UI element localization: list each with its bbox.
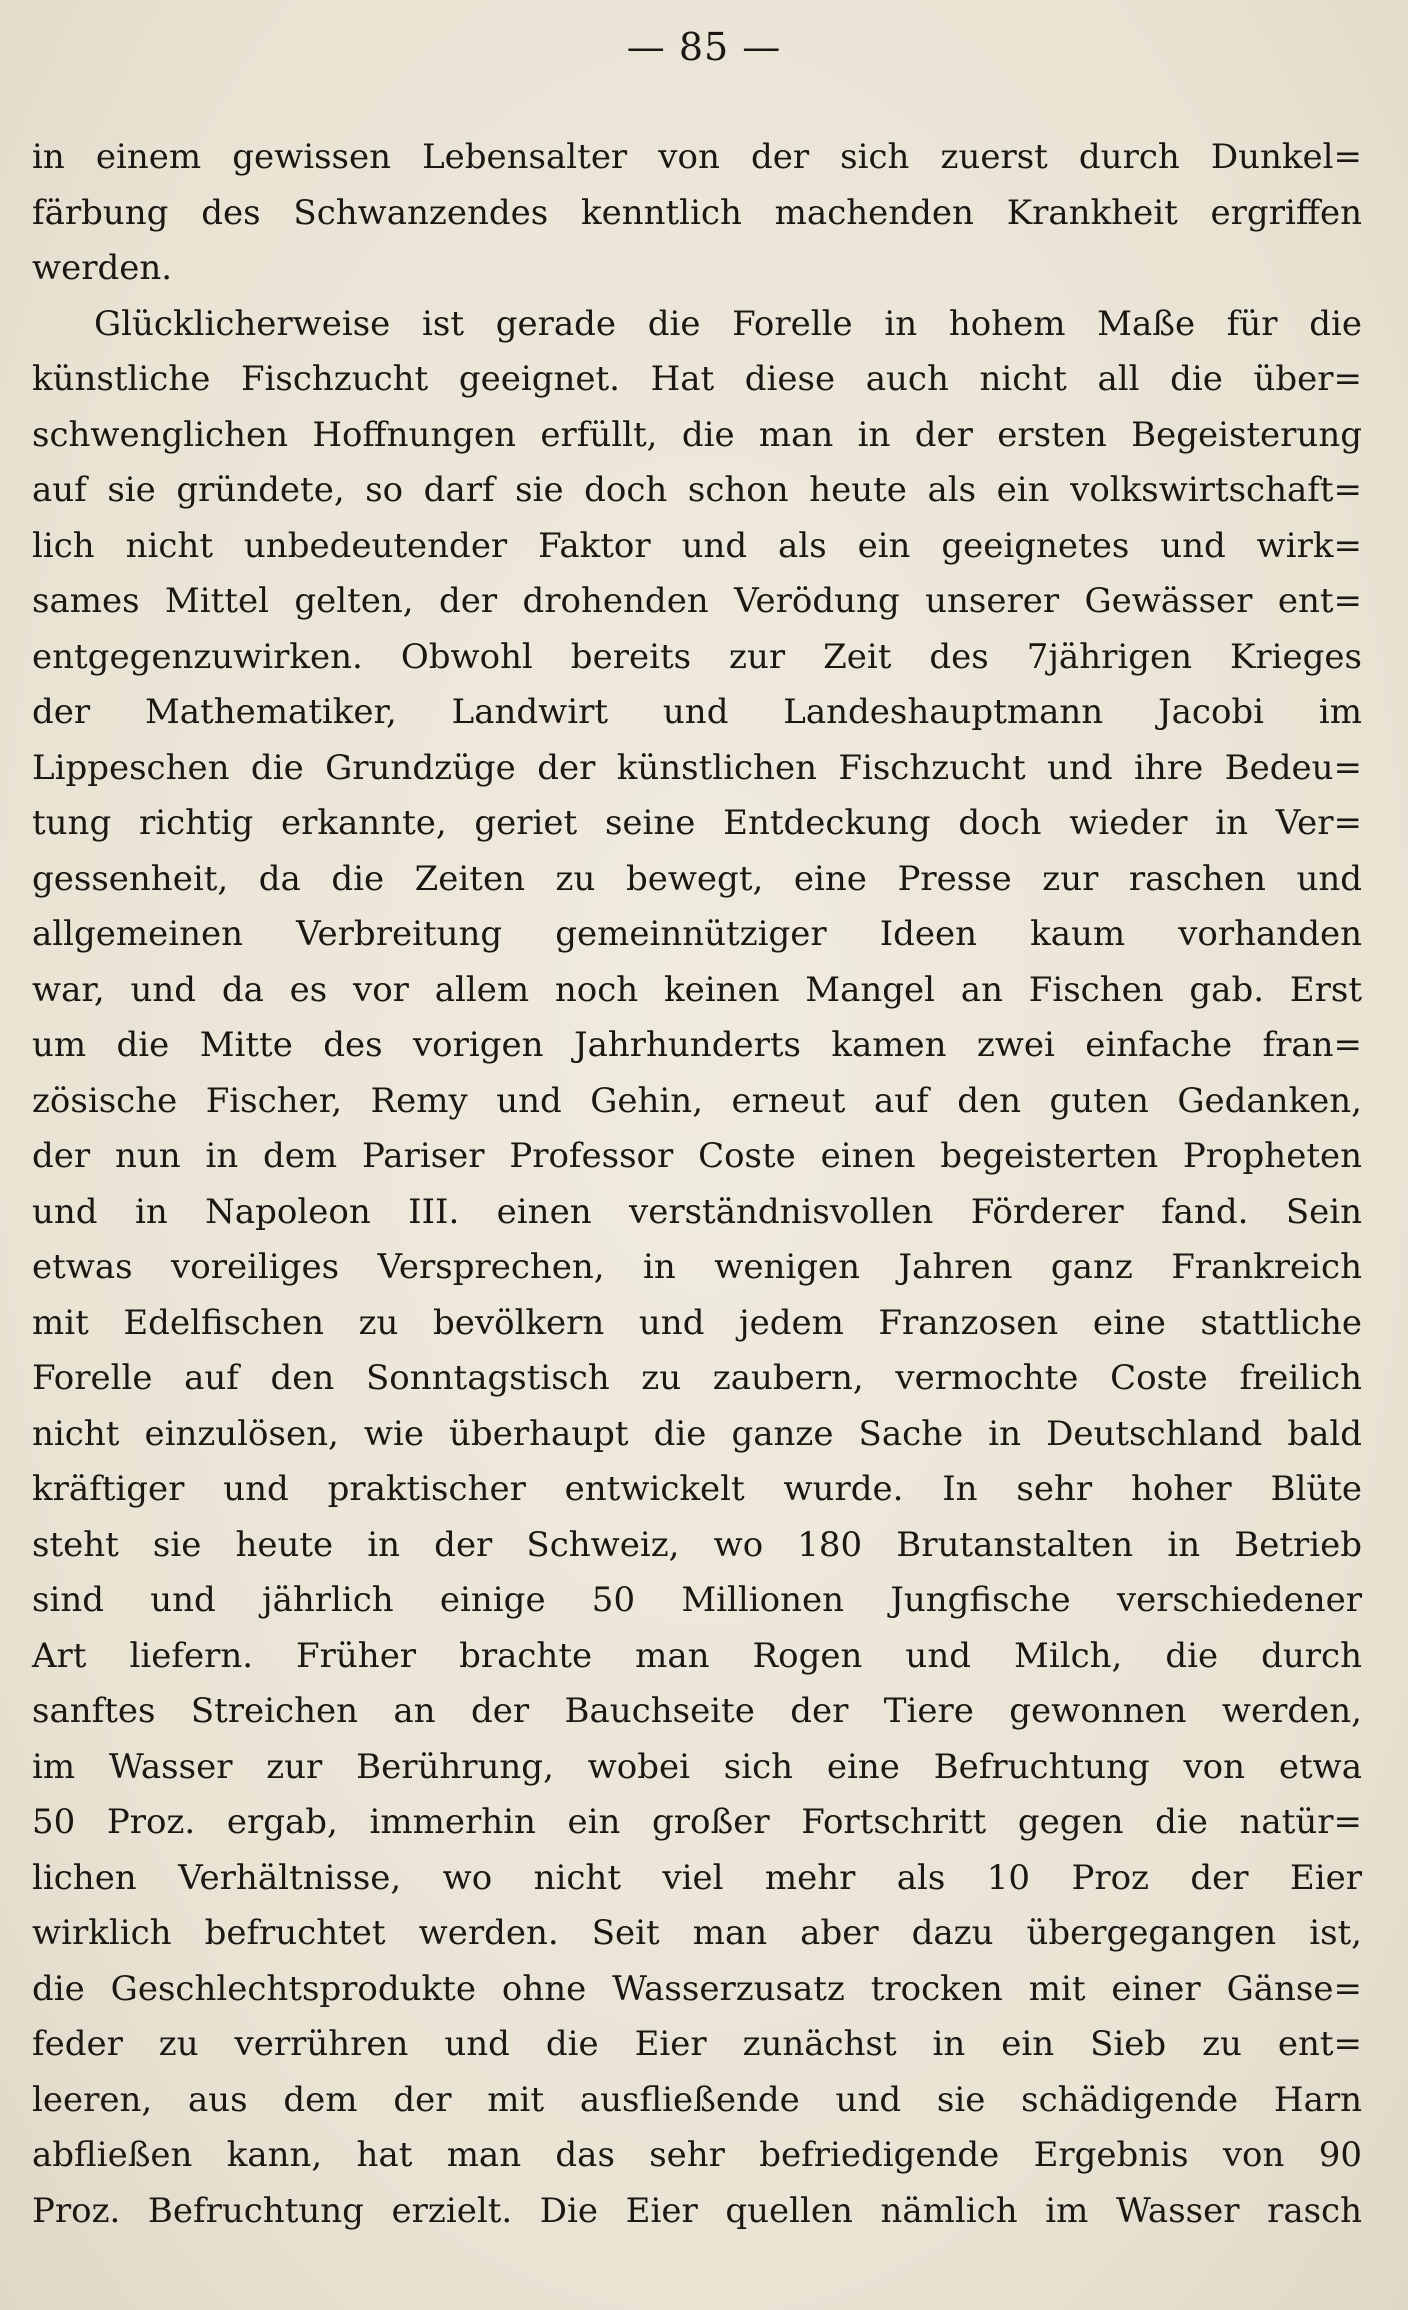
text-line: lichen Verhältnisse, wo nicht viel mehr als 10 Proz der Eier: [32, 1857, 1362, 1898]
text-line: Art liefern. Früher brachte man Rogen und Milch, die durch: [32, 1635, 1362, 1676]
text-line: wirklich befruchtet werden. Seit man aber dazu übergegangen ist,: [32, 1913, 1362, 1953]
text-line: Lippeschen die Grundzüge der künstlichen Fischzucht und ihre Bedeu=: [32, 747, 1362, 788]
text-line: leeren, aus dem der mit ausfließende und sie schädigende Harn: [32, 2079, 1362, 2120]
text-line: feder zu verrühren und die Eier zunächst in ein Sieb zu ent=: [32, 2024, 1362, 2064]
text-line: auf sie gründete, so darf sie doch schon heute als ein volkswirtschaft=: [32, 470, 1362, 510]
body-text: [32, 130, 1362, 2239]
text-line: allgemeinen Verbreitung gemeinnütziger Ideen kaum vorhanden: [32, 914, 1362, 954]
text-line: mit Edelfischen zu bevölkern und jedem Franzosen eine stattliche: [32, 1302, 1362, 1343]
text-line: entgegenzuwirken. Obwohl bereits zur Zeit des 7jährigen Krieges: [32, 636, 1362, 677]
text-line: sind und jährlich einige 50 Millionen Jungfische verschiedener: [32, 1580, 1362, 1620]
text-line: färbung des Schwanzendes kenntlich machenden Krankheit ergriffen: [32, 192, 1362, 233]
text-line: die Geschlechtsprodukte ohne Wasserzusatz trocken mit einer Gänse=: [32, 1968, 1362, 2009]
text-line: schwenglichen Hoffnungen erfüllt, die man in der ersten Begeisterung: [32, 414, 1362, 455]
text-line: und in Napoleon III. einen verständnisvollen Förderer fand. Sein: [32, 1191, 1362, 1232]
text-line: der Mathematiker, Landwirt und Landeshauptmann Jacobi im: [32, 692, 1362, 732]
text-line: künstliche Fischzucht geeignet. Hat diese auch nicht all die über=: [32, 359, 1362, 399]
text-line: lich nicht unbedeutender Faktor und als ein geeignetes und wirk=: [32, 525, 1362, 566]
text-line: 50 Proz. ergab, immerhin ein großer Fortschritt gegen die natür=: [32, 1802, 1362, 1842]
text-line: der nun in dem Pariser Professor Coste einen begeisterten Propheten: [32, 1136, 1362, 1176]
text-line: steht sie heute in der Schweiz, wo 180 Brutanstalten in Betrieb: [32, 1524, 1362, 1565]
text-line: im Wasser zur Berührung, wobei sich eine Befruchtung von etwa: [32, 1746, 1362, 1787]
paragraph-start-line: Glücklicherweise ist gerade die Forelle in hohem Maße für die: [94, 303, 1362, 344]
page-number: — 85 —: [626, 25, 782, 69]
text-line: etwas voreiliges Versprechen, in wenigen Jahren ganz Frankreich: [32, 1247, 1362, 1287]
text-line: gessenheit, da die Zeiten zu bewegt, eine Presse zur raschen und: [32, 858, 1362, 899]
text-line: werden.: [32, 248, 173, 288]
text-line: tung richtig erkannte, geriet seine Entdeckung doch wieder in Ver=: [32, 803, 1362, 843]
text-line: sames Mittel gelten, der drohenden Verödung unserer Gewässer ent=: [32, 581, 1362, 621]
text-line: kräftiger und praktischer entwickelt wurde. In sehr hoher Blüte: [32, 1469, 1362, 1509]
text-line: war, und da es vor allem noch keinen Mangel an Fischen gab. Erst: [32, 969, 1362, 1010]
text-line: abfließen kann, hat man das sehr befriedigende Ergebnis von 90: [32, 2135, 1362, 2175]
text-line: zösische Fischer, Remy und Gehin, erneut auf den guten Gedanken,: [32, 1080, 1362, 1121]
text-line: um die Mitte des vorigen Jahrhunderts kamen zwei einfache fran=: [32, 1025, 1362, 1065]
text-line: Proz. Befruchtung erzielt. Die Eier quellen nämlich im Wasser rasch: [32, 2190, 1362, 2231]
text-line: Forelle auf den Sonntagstisch zu zaubern, vermochte Coste freilich: [32, 1358, 1362, 1398]
text-line: sanftes Streichen an der Bauchseite der Tiere gewonnen werden,: [32, 1691, 1362, 1731]
text-line: in einem gewissen Lebensalter von der sich zuerst durch Dunkel=: [32, 137, 1362, 177]
text-line: nicht einzulösen, wie überhaupt die ganze Sache in Deutschland bald: [32, 1413, 1362, 1454]
